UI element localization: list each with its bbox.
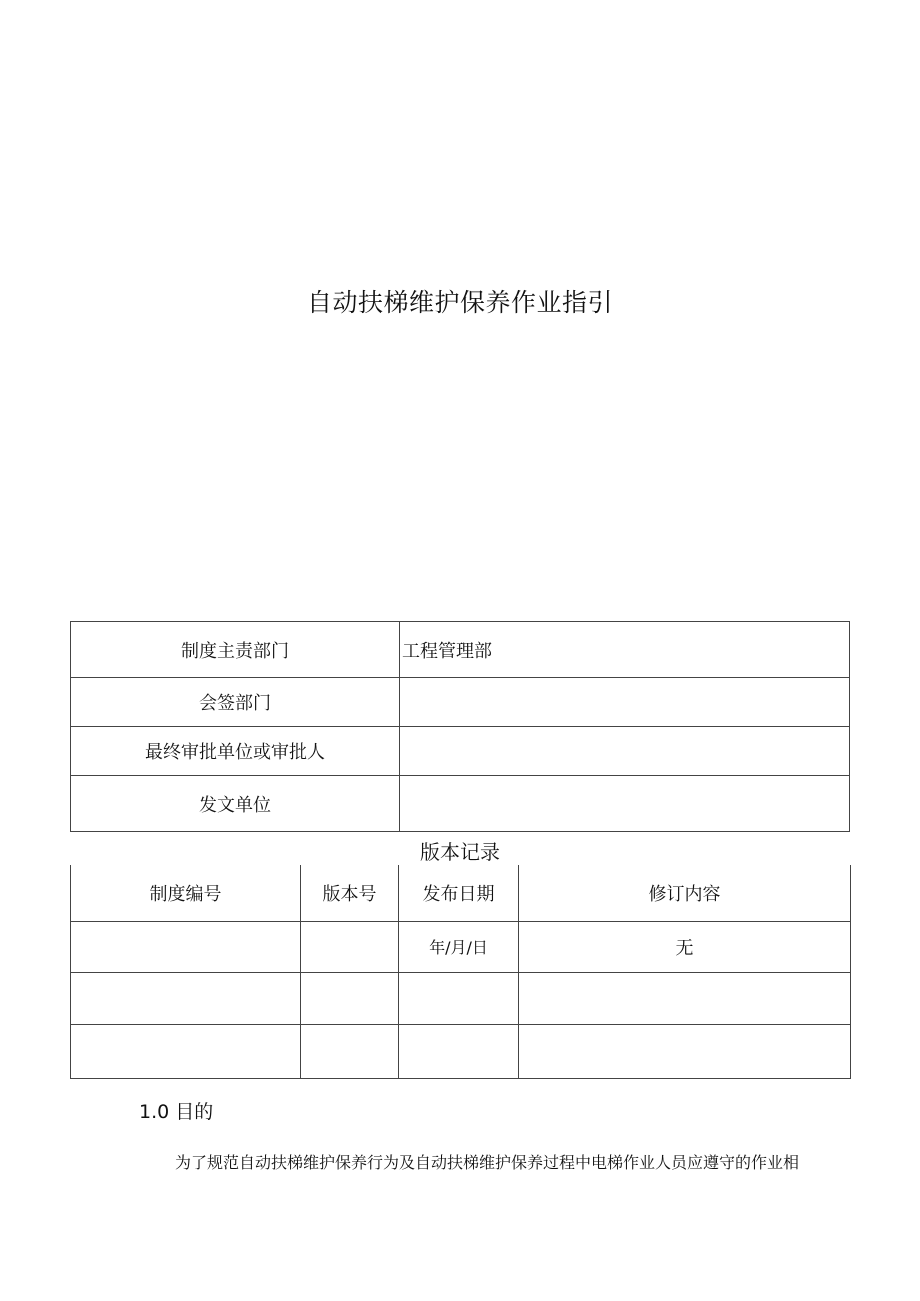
info-value [400, 727, 850, 776]
info-value: 工程管理部 [400, 622, 850, 678]
info-label: 会签部门 [71, 678, 400, 727]
table-row [71, 972, 851, 1024]
cell-version-number [301, 1024, 399, 1078]
cell-policy-number [71, 1024, 301, 1078]
header-policy-number: 制度编号 [71, 865, 301, 921]
cell-version-number [301, 972, 399, 1024]
info-table [70, 621, 850, 832]
info-value [400, 678, 850, 727]
info-row-countersign [71, 678, 850, 727]
info-label: 最终审批单位或审批人 [71, 727, 400, 776]
table-row [71, 921, 851, 972]
info-row-issuer [71, 776, 850, 832]
cell-release-date [399, 1024, 519, 1078]
cell-revision-content [519, 972, 851, 1024]
cell-revision-content [519, 1024, 851, 1078]
header-version-number: 版本号 [301, 865, 399, 921]
version-record-title: 版本记录 [420, 840, 500, 864]
cell-release-date: 年/月/日 [399, 921, 519, 972]
section-heading-purpose: 1.0 目的 [139, 1101, 214, 1123]
info-row-department [71, 622, 850, 678]
cell-policy-number [71, 921, 301, 972]
version-header-row [71, 865, 851, 921]
cell-release-date [399, 972, 519, 1024]
info-value [400, 776, 850, 832]
section-paragraph: 为了规范自动扶梯维护保养行为及自动扶梯维护保养过程中电梯作业人员应遵守的作业相 [175, 1153, 800, 1172]
info-label: 制度主责部门 [71, 622, 400, 678]
document-title: 自动扶梯维护保养作业指引 [306, 288, 613, 317]
info-row-approver [71, 727, 850, 776]
cell-revision-content: 无 [519, 921, 851, 972]
info-label: 发文单位 [71, 776, 400, 832]
cell-policy-number [71, 972, 301, 1024]
version-record-table [70, 865, 851, 1079]
header-release-date: 发布日期 [399, 865, 519, 921]
table-row [71, 1024, 851, 1078]
cell-version-number [301, 921, 399, 972]
header-revision-content: 修订内容 [519, 865, 851, 921]
